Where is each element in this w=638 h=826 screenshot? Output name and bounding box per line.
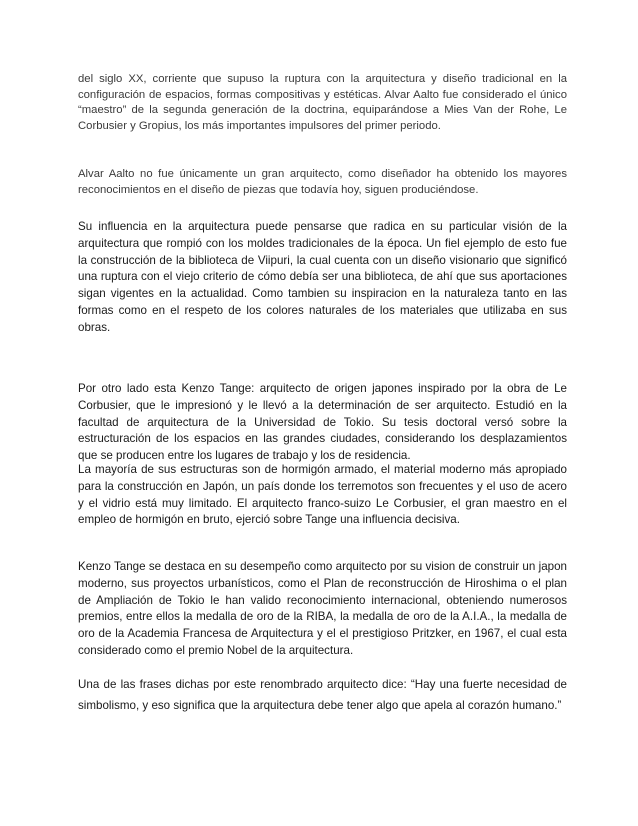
paragraph-aalto-influence: Su influencia en la arquitectura puede pensarse que radica en su particular visión de la arquitectura que rompió con los moldes tradicionales de la época. Un fiel ejemplo de esto fue la construcción de la biblioteca de Viipuri, la cual cuenta con un diseño visionario que significó una ruptura con el viejo criterio de cómo debía ser una biblioteca, de ahí que sus aportaciones sigan vigentes en la actualidad. Como tambien su inspiracion en la naturaleza tanto en las formas como en el respeto de los colores naturales de los materiales que utilizaba en sus obras. xyxy=(78,220,567,334)
paragraph-tange-career: Kenzo Tange se destaca en su desempeño como arquitecto por su vision de construir un japon moderno, sus proyectos urbanísticos, como el Plan de reconstrucción de Hiroshima o el plan de Ampliación de Tokio le han valido reconocimiento internacional, obteniendo numerosos premios, entre ellos la medalla de oro de la RIBA, la medalla de oro de la A.I.A., la medalla de oro de la Academia Francesa de Arquitectura y el el prestigioso Pritzker, en 1967, el cual esta considerado como el premio Nobel de la arquitectura. xyxy=(78,560,567,657)
paragraph-tange-intro: Por otro lado esta Kenzo Tange: arquitecto de origen japones inspirado por la obra de Le Corbusier, que le impresionó y le llevó a la determinación de ser arquitecto. Estudió en la facultad de arquitectura de la Universidad de Tokio. Su tesis doctoral versó sobre la estructuración de los espacios en las grandes ciudades, considerando los desplazamientos que se producen entre los lugares de trabajo y los de residencia. xyxy=(78,382,567,463)
paragraph-tange-quote: Una de las frases dichas por este renombrado arquitecto dice: “Hay una fuerte necesidad de simbolismo, y eso significa que la arquitectura debe tener algo que apela al corazón humano.” xyxy=(78,678,567,712)
paragraph-aalto-intro: del siglo XX, corriente que supuso la ruptura con la arquitectura y diseño tradicional en la configuración de espacios, formas compositivas y estéticas. Alvar Aalto fue considerado el único “maestro” de la segunda generación de la doctrina, equiparándose a Mies Van der Rohe, Le Corbusier y Gropius, los más importantes impulsores del primer periodo. xyxy=(78,73,567,132)
paragraph-aalto-designer: Alvar Aalto no fue únicamente un gran arquitecto, como diseñador ha obtenido los mayores reconocimientos en el diseño de piezas que todavía hoy, siguen produciéndose. xyxy=(78,168,567,196)
paragraph-tange-structures: La mayoría de sus estructuras son de hormigón armado, el material moderno más apropiado para la construcción en Japón, un país donde los terremotos son frecuentes y el uso de acero y el vidrio está muy limitado. El arquitecto franco-suizo Le Corbusier, el gran maestro en el empleo de hormigón en bruto, ejerció sobre Tange una influencia decisiva. xyxy=(78,463,567,527)
